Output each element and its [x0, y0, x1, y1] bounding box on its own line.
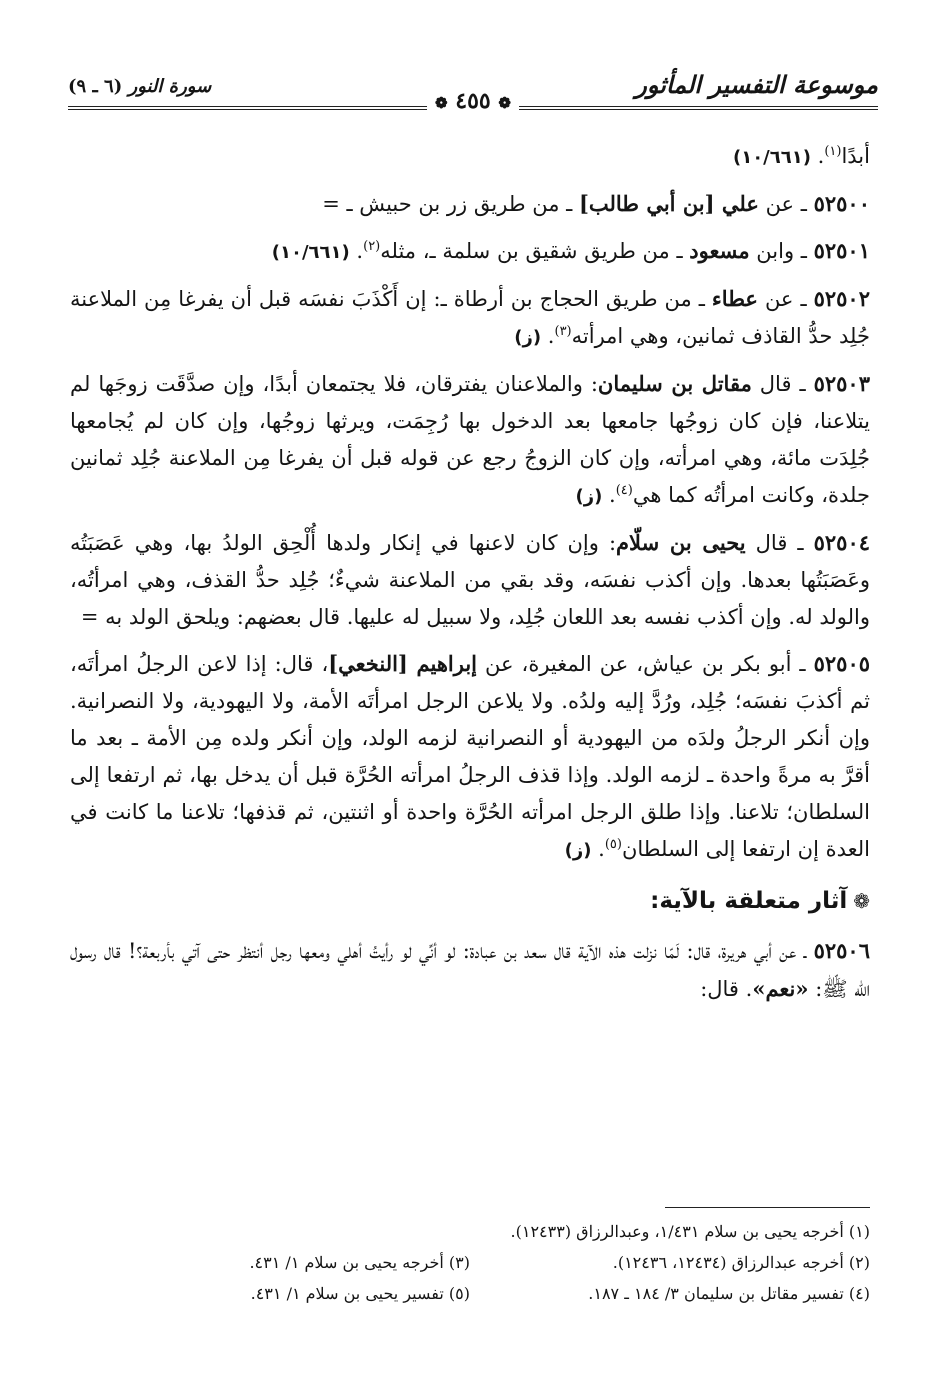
book-title: موسوعة التفسير المأثور — [635, 70, 878, 99]
footnote-3: (٣) أخرجه يحيى بن سلام ١/ ٤٣١. — [249, 1253, 470, 1272]
volume-reference: (١٠/٦٦١) — [732, 147, 811, 168]
footnote-row — [70, 1216, 870, 1247]
sura-reference — [68, 76, 211, 97]
section-heading — [70, 883, 870, 920]
narrator-name: إبراهيم [النخعي] — [328, 651, 478, 676]
footnotes — [70, 1216, 870, 1309]
entry-52506: ٥٢٥٠٦ ـ عن أبي هريرة، قال: لَمّا نزلت هذه الآية قال سعد بن عبادة: لو أنِّي لو رأيتُ أهلي ومعها رجل أنتظر حتى آتي بأربعة؟! قال رسول الله ﷺ: «نعم». قال: — [70, 938, 870, 1001]
entry-number: ٥٢٥٠٤ — [813, 530, 871, 555]
footnote-1: (١) أخرجه يحيى بن سلام ١/٤٣١، وعبدالرزاق (١٢٤٣٣). — [510, 1222, 870, 1241]
section-title: آثار متعلقة بالآية: — [650, 888, 848, 914]
entry-number: ٥٢٥٠٦ — [813, 938, 870, 963]
footnote-marker: (٢) — [363, 239, 381, 254]
entry-number: ٥٢٥٠٣ — [813, 371, 870, 396]
footnote-2: (٢) أخرجه عبدالرزاق (١٢٤٣٤، ١٢٤٣٦). — [612, 1253, 870, 1272]
footnote-marker: (٥) — [604, 837, 622, 852]
footnote-5: (٥) تفسير يحيى بن سلام ١/ ٤٣١. — [250, 1284, 470, 1303]
entry-52502: ٥٢٥٠٢ ـ عن عطاء ـ من طريق الحجاج بن أرطاة ـ: إن أَكْذَبَ نفسَه قبل أن يفرغا مِن الملاعنة جُلِد حدُّ القاذف ثمانين، وهي امرأته$^{(٣)}$. (ز) — [70, 286, 870, 348]
quoted-answer: «نعم» — [752, 976, 809, 1001]
footnote-separator — [665, 1207, 870, 1208]
entry-number: ٥٢٥٠١ — [813, 238, 870, 263]
footnote-row — [70, 1247, 870, 1278]
footnote-row — [70, 1278, 870, 1309]
sura-name: سورة النور — [128, 76, 212, 97]
verse-range: (٦ ـ ٩) — [68, 76, 123, 97]
entry-continuation: أبدًا$^{(١)}$. (١٠/٦٦١) — [732, 144, 870, 168]
running-header — [68, 62, 878, 112]
entry-52505: ٥٢٥٠٥ ـ أبو بكر بن عياش، عن المغيرة، عن إبراهيم [النخعي]، قال: إذا لاعن الرجلُ امرأتَه، ثم أكذبَ نفسَه؛ جُلِد، ورُدَّ إليه ولدُه. ولا يلاعن الرجل امرأتَه الأمة، ولا اليهودية، ولا النصرانية. وإن أنكر الرجلُ ولدَه من اليهودية أو النصرانية لزمه الولد، وإن أنكر ولده مِن الأمة ـ بعد ما أقرَّ به مرةً واحدة ـ لزمه الولد. وإذا قذف الرجلُ امرأته الحُرَّة قبل أن يدخل بها، ثم ارتفعا إلى السلطان؛ تلاعنا. وإذا طلق الرجل امرأته الحُرَّة واحدة أو اثنتين، ثم قذفها؛ تلاعنا ما كانت في العدة إن ارتفعا إلى السلطان$^{(٥)}$. (ز) — [70, 651, 871, 861]
flower-bullet-icon: ❁ — [853, 889, 870, 913]
source-tag: (ز) — [575, 486, 603, 507]
entry-52503: ٥٢٥٠٣ ـ قال مقاتل بن سليمان: والملاعنان يفترقان، فلا يجتمعان أبدًا، وإن صدَّقَت زوجَها لم يتلاعنا، فإن كان زوجُها جامعها بعد الدخول بها رُجِمَت، ويرثها زوجُها، وإن كان لم يُجامعها جُلِدَت مائة، وهي امرأته، وإن كان الزوجُ رجع عن قوله قبل أن يفرغا مِن الملاعنة جُلِد ثمانين جلدة، وكانت امرأتُه كما هي$^{(٤)}$. (ز) — [70, 371, 870, 507]
footnote-marker: (١) — [824, 144, 842, 159]
entry-52501: ٥٢٥٠١ ـ وابن مسعود ـ من طريق شقيق بن سلمة ـ، مثله$^{(٢)}$. (١٠/٦٦١) — [271, 238, 870, 263]
volume-reference: (١٠/٦٦١) — [271, 242, 350, 263]
main-text — [70, 138, 870, 1017]
entry-52504: ٥٢٥٠٤ ـ قال يحيى بن سلّام: وإن كان لاعنها في إنكار ولدها أُلْحِق الولدُ بها، وهي عَصَبَتُه وعَصَبَتُها بعدها. وإن أكذب نفسَه، وقد بقي من الملاعنة شيءٌ؛ جُلِد حدُّ القذف، وهي امرأتُه، والولد له. وإن أكذب نفسه بعد اللعان جُلِد، ولا سبيل له عليها. قال بعضهم: ويلحق الولد به = — [70, 530, 871, 629]
entry-number: ٥٢٥٠٥ — [813, 651, 871, 676]
narrator-name: عطاء — [711, 286, 758, 311]
ornament-left-icon: ❁ — [435, 94, 448, 112]
page-number: ٤٥٥ — [455, 88, 491, 114]
narrator-name: مسعود — [689, 238, 750, 263]
source-tag: (ز) — [564, 840, 592, 861]
entry-number: ٥٢٥٠٢ — [813, 286, 870, 311]
narrator-name: مقاتل بن سليمان — [597, 371, 752, 396]
footnote-marker: (٣) — [554, 324, 572, 339]
source-tag: (ز) — [514, 327, 542, 348]
page-number-box — [427, 88, 519, 114]
narrator-name: علي [بن أبي طالب] — [578, 191, 759, 216]
footnote-4: (٤) تفسير مقاتل بن سليمان ٣/ ١٨٤ ـ ١٨٧. — [588, 1284, 870, 1303]
entry-52500: ٥٢٥٠٠ ـ عن علي [بن أبي طالب] ـ من طريق زر بن حبيش ـ = — [322, 191, 870, 216]
narrator-name: يحيى بن سلّام — [616, 530, 746, 555]
footnote-marker: (٤) — [615, 483, 633, 498]
ornament-right-icon: ❁ — [498, 94, 511, 112]
entry-number: ٥٢٥٠٠ — [813, 191, 870, 216]
